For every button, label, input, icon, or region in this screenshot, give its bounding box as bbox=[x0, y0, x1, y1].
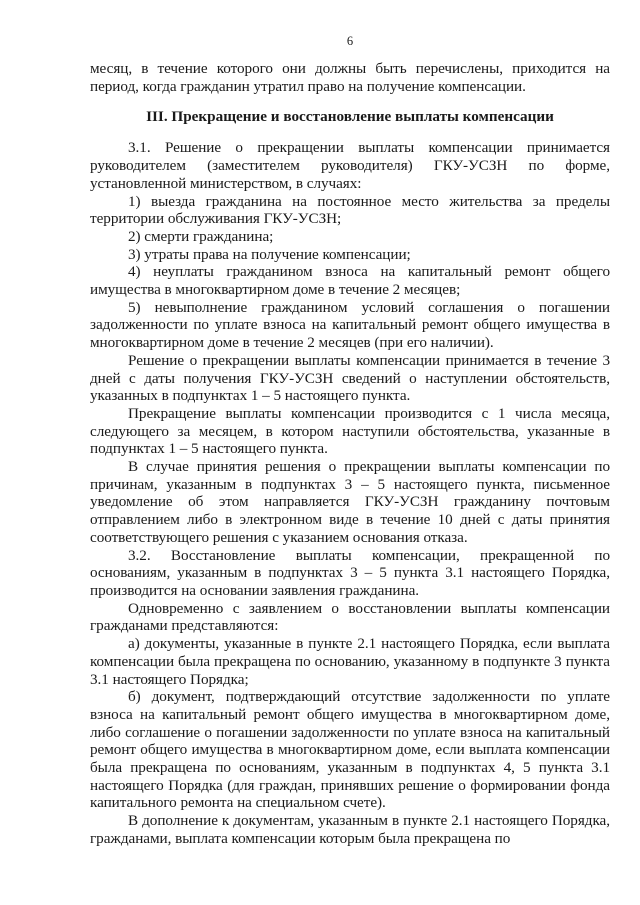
paragraph-item-3: 3) утраты права на получение компенсации; bbox=[128, 245, 411, 263]
paragraph-continuation: месяц, в течение которого они должны быть перечислены, приходится на период, когда гражданин утратил право на получение компенсации. bbox=[90, 60, 610, 95]
paragraph-decision-term: Решение о прекращении выплаты компенсации принимается в течение 3 дней с даты получения ГКУ-УСЗН сведений о наступлении обстоятельств, указанных в подпунктах 1 – 5 настоящего пункта. bbox=[90, 351, 610, 405]
section-heading: III. Прекращение и восстановление выплаты компенсации bbox=[146, 108, 554, 126]
paragraph-termination-date: Прекращение выплаты компенсации производится с 1 числа месяца, следующего за месяцем, в котором наступили обстоятельства, указанные в подпунктах 1 – 5 настоящего пункта. bbox=[90, 404, 610, 458]
paragraph-item-2: 2) смерти гражданина; bbox=[128, 227, 274, 245]
paragraph-item-a: а) документы, указанные в пункте 2.1 настоящего Порядка, если выплата компенсации была прекращена по основанию, указанному в подпункте 3 пункта 3.1 настоящего Порядка; bbox=[90, 635, 610, 688]
page-number: 6 bbox=[346, 34, 354, 48]
paragraph-item-b: б) документ, подтверждающий отсутствие задолженности по уплате взноса на капитальный ремонт общего имущества в многоквартирном доме, либо соглашение о погашении задолженности по уплате взноса на капитальный ремонт общего имущества в многоквартирном доме, если выплата компенсации была прекращена по основаниям, указанным в подпунктах 4, 5 пункта 3.1 настоящего Порядка (для граждан, принявших решение о формировании фонда капитального ремонта на специальном счете). bbox=[90, 688, 610, 812]
paragraph-item-5: 5) невыполнение гражданином условий соглашения о погашении задолженности по уплате взноса на капитальный ремонт общего имущества в многоквартирном доме в течение 2 месяцев (при его наличии). bbox=[90, 298, 610, 352]
paragraph-additional: В дополнение к документам, указанным в пункте 2.1 настоящего Порядка, гражданами, выплата компенсации которым была прекращена по bbox=[90, 812, 610, 847]
paragraph-notification: В случае принятия решения о прекращении выплаты компенсации по причинам, указанным в подпунктах 3 – 5 настоящего пункта, письменное уведомление об этом направляется ГКУ-УСЗН гражданину почтовым отправлением либо в электронном виде в течение 10 дней с даты принятия соответствующего решения с указанием основания отказа. bbox=[90, 458, 610, 546]
paragraph-3-1: 3.1. Решение о прекращении выплаты компенсации принимается руководителем (заместителем руководителя) ГКУ-УСЗН по форме, установленной министерством, в случаях: bbox=[90, 139, 610, 192]
paragraph-item-1: 1) выезда гражданина на постоянное место жительства за пределы территории обслуживания ГКУ-УСЗН; bbox=[90, 192, 610, 228]
paragraph-3-2: 3.2. Восстановление выплаты компенсации, прекращенной по основаниям, указанным в подпунктах 3 – 5 пункта 3.1 настоящего Порядка, производится на основании заявления гражданина. bbox=[90, 546, 610, 599]
paragraph-documents-intro: Одновременно с заявлением о восстановлении выплаты компенсации гражданами представляются: bbox=[90, 599, 610, 635]
paragraph-item-4: 4) неуплаты гражданином взноса на капитальный ремонт общего имущества в многоквартирном доме в течение 2 месяцев; bbox=[90, 263, 610, 299]
